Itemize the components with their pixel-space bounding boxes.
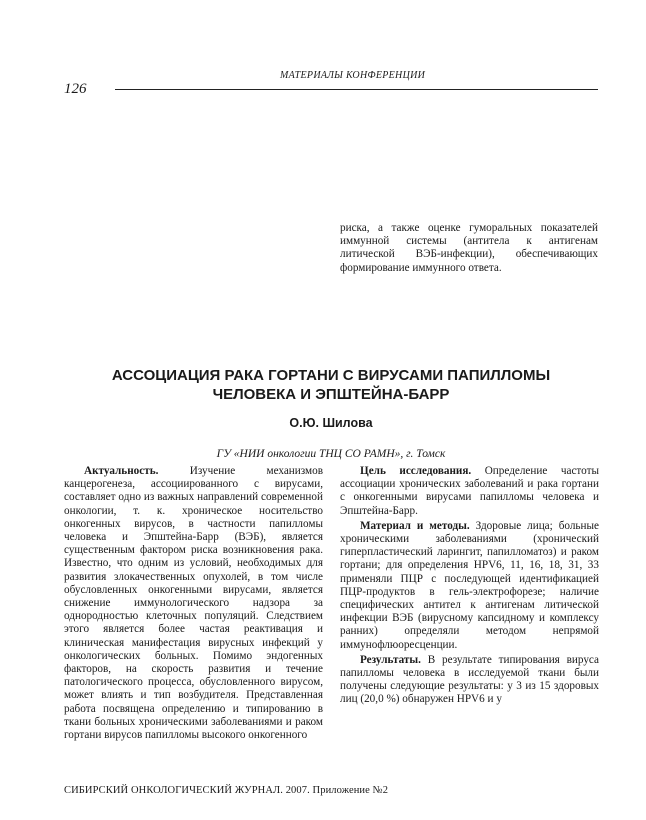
relevance-text: Изучение механизмов канцерогенеза, ассоциированного с вирусами, составляет одно из важных направлений современной онкологии, т. к. хроническое носительство онкогенных вирусов, в частности папилломы человека и Эпштейна-Барр (ВЭБ), является существенным фактором риска возникновения рака. Известно, что одним из условий, необходимых для развития злокачественных опухолей, в том числе обусловленных онкогенными вирусами, является снижение иммунологического надзора за однородностью клеточных популяций. Следствием этого является более частая реактивация и клиническая манифестация вирусных инфекций у онкологических больных. Помимо эндогенных факторов, на скорость развития и течение патологического процесса, обусловленного вирусом, может влиять и тип возбудителя. Представленная работа посвящена определению и типированию в ткани больных хроническими заболеваниями и раком гортани вирусов папилломы высокого онкогенного	[64, 465, 323, 742]
right-column	[340, 465, 599, 709]
aim-text: Определение частоты ассоциации хронических заболеваний и рака гортани с онкогенными вирусами папилломы человека и Эпштейна-Барр.	[340, 465, 599, 517]
affiliation: ГУ «НИИ онкологии ТНЦ СО РАМН», г. Томск	[216, 448, 446, 460]
previous-article-tail	[340, 222, 598, 275]
methods-text: Здоровые лица; больные хроническими заболеваниями (хронический гиперпластический ларингит, папилломатоз) и раком гортани; для определения HPV6, 11, 16, 18, 31, 33 применяли ПЦР с последующей идентификацией ПЦР-продуктов в гель-электрофорезе; наличие специфических антител к антигенам литической инфекции ВЭБ (вирусному капсидному и комплексу ранних) определяли методом непрямой иммунофлюоресценции.	[340, 519, 599, 651]
article-title-line-2: ЧЕЛОВЕКА И ЭПШТЕЙНА-БАРР	[212, 386, 450, 403]
relevance-paragraph	[64, 465, 323, 742]
article-title-line-1: АССОЦИАЦИЯ РАКА ГОРТАНИ С ВИРУСАМИ ПАПИЛЛОМЫ	[111, 367, 551, 384]
methods-paragraph	[340, 520, 599, 652]
methods-heading: Материал и методы.	[360, 519, 470, 532]
aim-heading: Цель исследования.	[360, 465, 472, 477]
page-number: 126	[64, 81, 87, 97]
author: О.Ю. Шилова	[289, 416, 373, 430]
previous-article-text: риска, а также оценке гуморальных показателей иммунной системы (антитела к антигенам литической ВЭБ-инфекции), обеспечивающих формирование иммунного ответа.	[340, 222, 598, 274]
results-text: В результате типирования вируса папилломы человека в исследуемой ткани были получены следующие результаты: у 3 из 15 здоровых лиц (20,0 %) обнаружен HPV6 и у	[340, 653, 599, 706]
results-paragraph	[340, 654, 599, 707]
relevance-heading: Актуальность.	[84, 465, 159, 477]
journal-footer: СИБИРСКИЙ ОНКОЛОГИЧЕСКИЙ ЖУРНАЛ. 2007. Приложение №2	[64, 785, 389, 796]
header-rule	[115, 89, 598, 90]
article-title	[64, 366, 598, 404]
results-heading: Результаты.	[360, 653, 421, 666]
aim-paragraph	[340, 465, 599, 518]
running-header: МАТЕРИАЛЫ КОНФЕРЕНЦИИ	[280, 70, 426, 81]
left-column	[64, 465, 323, 744]
